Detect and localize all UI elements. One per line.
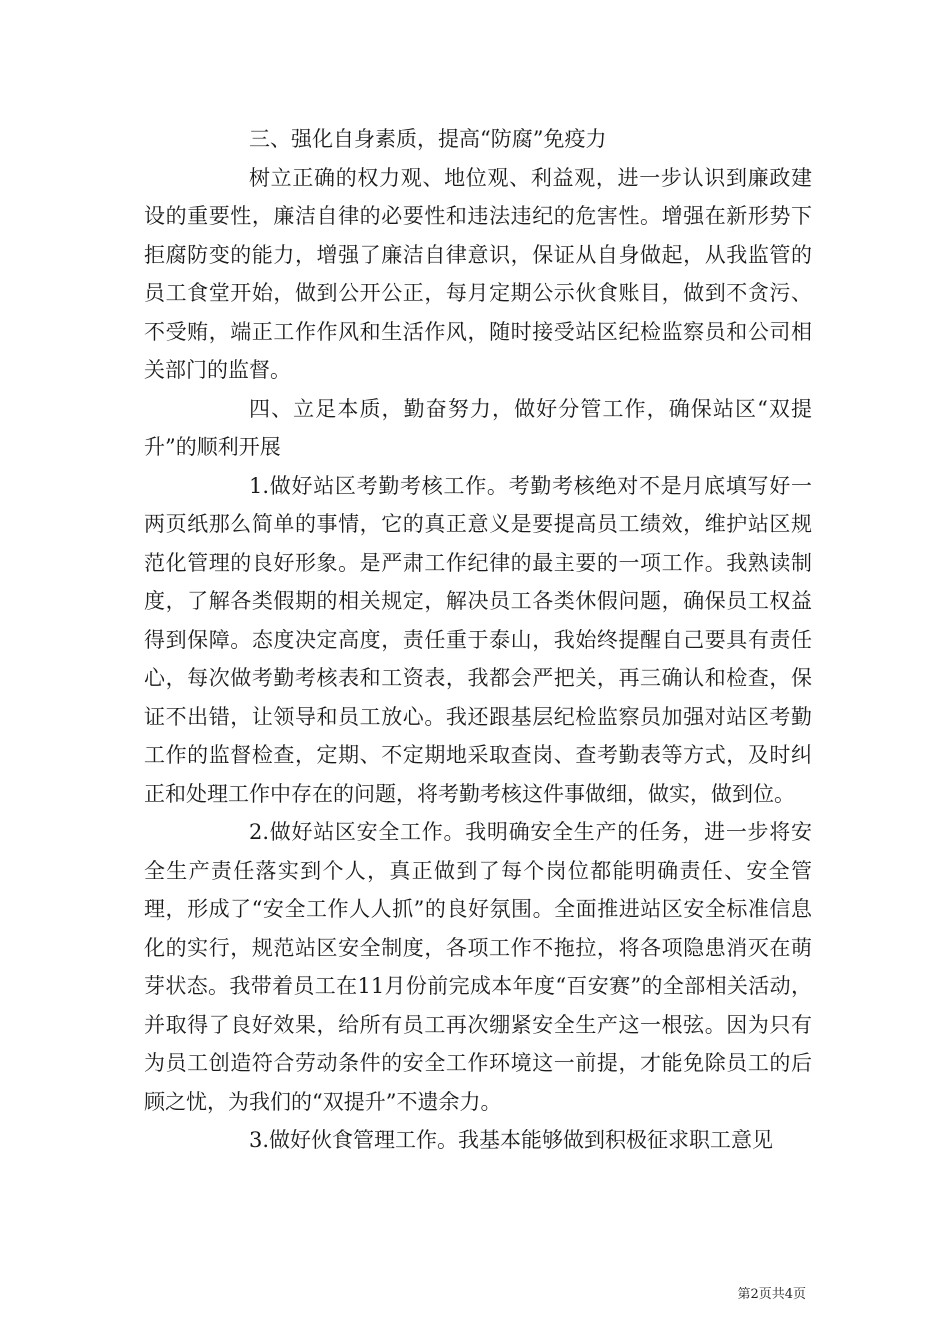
document-body [144,120,812,1160]
paragraph-integrity: 树立正确的权力观、地位观、利益观，进一步认识到廉政建设的重要性，廉洁自律的必要性和违法违纪的危害性。增强在新形势下拒腐防变的能力，增强了廉洁自律意识，保证从自身做起，从我监管的员工食堂开始，做到公开公正，每月定期公示伙食账目，做到不贪污、不受贿，端正工作作风和生活作风，随时接受站区纪检监察员和公司相关部门的监督。 [144,165,812,382]
section-heading-3: 三、强化自身素质，提高“防腐”免疫力 [249,127,607,151]
paragraph-catering: 3.做好伙食管理工作。我基本能够做到积极征求职工意见 [249,1128,774,1152]
section-heading-4: 四、立足本质，勤奋努力，做好分管工作，确保站区“双提升”的顺利开展 [144,396,812,459]
paragraph-safety: 2.做好站区安全工作。我明确安全生产的任务，进一步将安全生产责任落实到个人，真正做到了每个岗位都能明确责任、安全管理，形成了“安全工作人人抓”的良好氛围。全面推进站区安全标准信息化的实行，规范站区安全制度，各项工作不拖拉，将各项隐患消灭在萌芽状态。我带着员工在11月份前完成本年度“百安赛”的全部相关活动，并取得了良好效果，给所有员工再次绷紧安全生产这一根弦。因为只有为员工创造符合劳动条件的安全工作环境这一前提，才能免除员工的后顾之忧，为我们的“双提升”不遗余力。 [144,820,812,1114]
page-number: 第2页共4页 [737,1287,806,1302]
paragraph-attendance: 1.做好站区考勤考核工作。考勤考核绝对不是月底填写好一两页纸那么简单的事情，它的真正意义是要提高员工绩效，维护站区规范化管理的良好形象。是严肃工作纪律的最主要的一项工作。我熟读制度，了解各类假期的相关规定，解决员工各类休假问题，确保员工权益得到保障。态度决定高度，责任重于泰山，我始终提醒自己要具有责任心，每次做考勤考核表和工资表，我都会严把关，再三确认和检查，保证不出错，让领导和员工放心。我还跟基层纪检监察员加强对站区考勤工作的监督检查，定期、不定期地采取查岗、查考勤表等方式，及时纠正和处理工作中存在的问题，将考勤考核这件事做细，做实，做到位。 [144,473,812,806]
